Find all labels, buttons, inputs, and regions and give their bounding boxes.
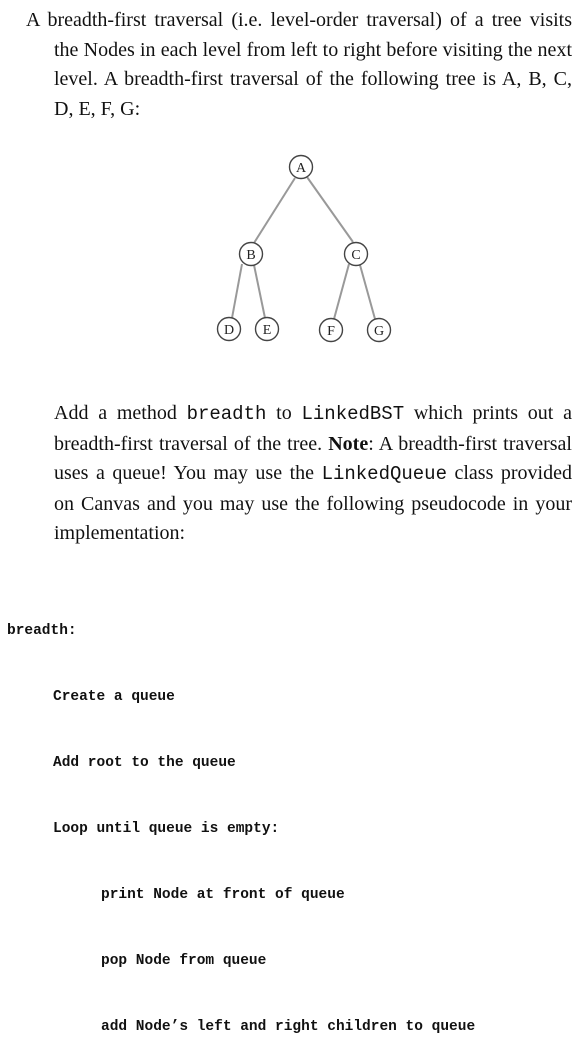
task-text-1: Add a method (54, 402, 187, 424)
edge-a-c (307, 177, 353, 242)
pseudocode-line: pop Node from queue (101, 953, 267, 969)
task-text-5: class provided on Canvas and you may use the following pseudocode in your implementation: (54, 462, 572, 544)
pseudocode-line: Create a queue (53, 689, 175, 705)
node-label-a: A (295, 161, 307, 176)
tree-node-a (290, 156, 313, 179)
tree-node-c (345, 243, 368, 266)
tree-node-e (256, 318, 279, 341)
node-label-e: E (262, 323, 272, 338)
tree-node-g (368, 319, 391, 342)
edge-c-f (334, 264, 349, 319)
tree-node-d (218, 318, 241, 341)
note-label: Note (328, 432, 369, 455)
task-text-3: which prints out a breadth-first traversal of the tree. (54, 402, 572, 455)
intro-text: A breadth-first traversal (i.e. level-order traversal) of a tree visits the Nodes in each level from left to right before visiting the next level. A breadth-first traversal of the following tree is A, B, C, D, E, F, G: (26, 9, 572, 120)
node-label-g: G (373, 324, 385, 339)
binary-tree-diagram (0, 0, 580, 380)
pseudocode-line: Add root to the queue (53, 755, 236, 771)
edge-a-b (254, 178, 295, 243)
edge-c-g (360, 265, 375, 319)
pseudocode-block (7, 576, 475, 1060)
task-text-4: : A breadth-first traversal uses a queue! You may use the (54, 432, 572, 484)
code-linkedqueue: LinkedQueue (321, 463, 447, 485)
node-label-b: B (246, 248, 256, 263)
edge-b-e (254, 265, 265, 318)
tree-node-f (320, 319, 343, 342)
node-label-f: F (327, 324, 335, 339)
pseudocode-line: print Node at front of queue (101, 887, 345, 903)
pseudocode-line: add Node’s left and right children to queue (101, 1019, 476, 1035)
node-label-d: D (223, 323, 235, 338)
code-linkedbst: LinkedBST (301, 403, 405, 425)
edge-b-d (232, 264, 242, 318)
tree-node-b (240, 243, 263, 266)
code-breadth: breadth (186, 403, 267, 425)
pseudocode-line: Loop until queue is empty: (53, 821, 280, 837)
pseudocode-line-header: breadth: (7, 623, 77, 639)
task-paragraph (54, 399, 572, 549)
node-label-c: C (351, 248, 361, 263)
task-text-2: to (266, 402, 302, 424)
